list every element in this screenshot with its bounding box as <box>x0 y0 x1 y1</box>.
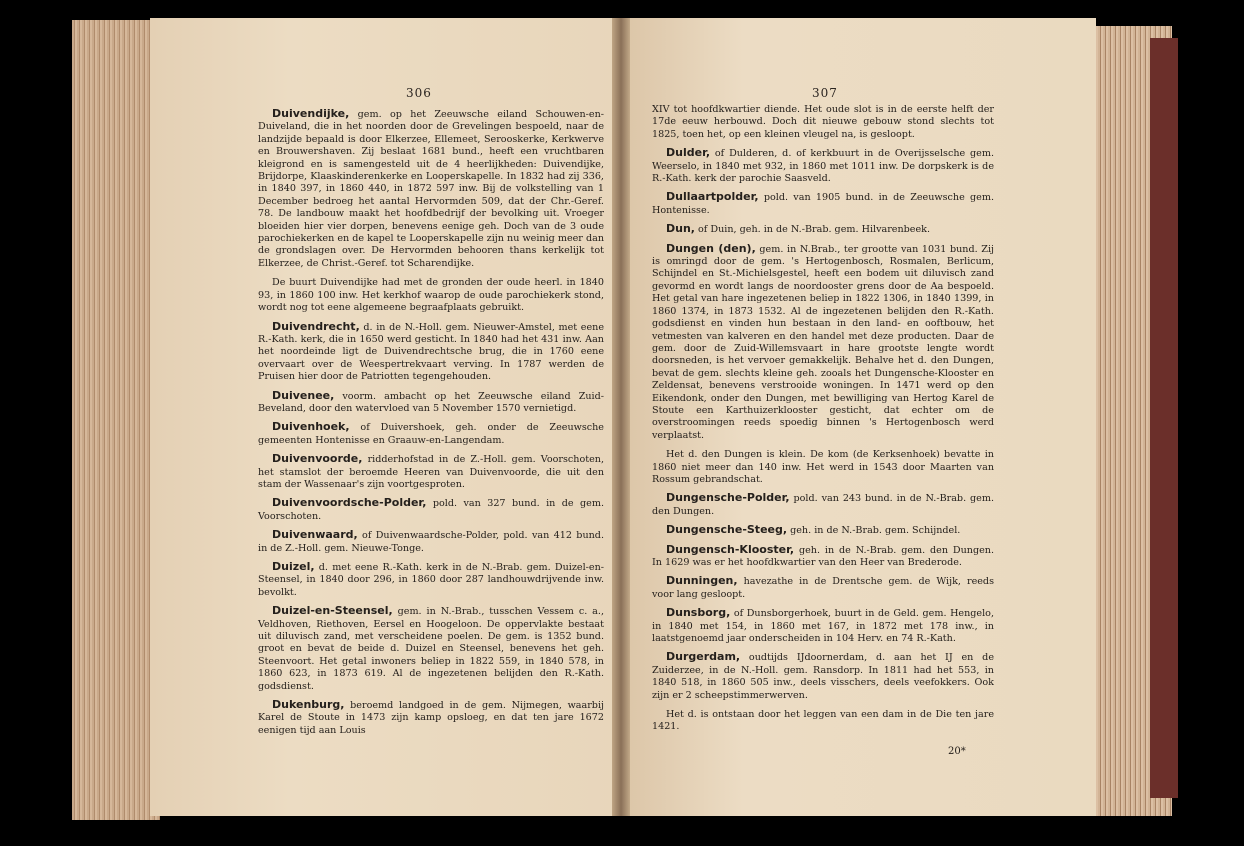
entry-head: Dukenburg, <box>272 698 345 712</box>
entry <box>652 492 994 518</box>
entry-text: gem. in N.-Brab., tusschen Vessem c. a., Veldhoven, Riethoven, Eersel en Hoogeloon. De oppervlakte bestaat uit diluvisch zand, met verscheidene poelen. De gem. is 1352 bund. groot en bevat de beide d. Duizel en Steensel, benevens het geh. Steenvoort. Het getal inwoners beliep in 1822 559, in 1840 578, in 1860 623, in 1873 619. Al de ingezetenen belijden den R.-Kath. godsdienst. <box>258 606 604 692</box>
entry <box>652 607 994 645</box>
entry-text: gem. op het Zeeuwsche eiland Schouwen-en-Duiveland, die in het noorden door de Grevelingen bespoeld, naar de landzijde bepaald is door Elkerzee, Ellemeet, Serooskerke, Kerkwerve en Brouwershaven. Zij beslaat 1681 bund., heeft een vruchtbaren kleigrond en is samengesteld uit de 4 heerlijkheden: Duivendijke, Brijdorpe, Klaaskinderenkerke en Looperskapelle. In 1832 had zij 336, in 1840 397, in 1860 440, in 1872 597 inw. Bij de volkstelling van 1 December bedroeg het aantal Hervormden 509, dat der Chr.-Geref. 78. De landbouw maakt het hoofdbedrijf der bevolking uit. Vroeger bloeiden hier vier dorpen, benevens eenige geh. Doch van de 3 oude parochiekerken en de kapel te Looperskapelle zijn nu weinig meer dan de grondslagen over. De Hervormden behooren thans kerkelijk tot Elkerzee, de Christ.-Geref. tot Scharendijke. <box>258 109 604 269</box>
entry <box>258 421 604 447</box>
entry-text: havezathe in de Drentsche gem. de Wijk, reeds voor lang gesloopt. <box>652 576 994 600</box>
entry <box>652 243 994 443</box>
entry <box>652 524 994 537</box>
entry <box>258 529 604 555</box>
entry-head: Duivendrecht, <box>272 319 360 333</box>
signature-mark: 20* <box>948 746 966 757</box>
entry-head: Duivenvoorde, <box>272 452 363 466</box>
entry-head: Dungensche-Steeg, <box>666 523 788 537</box>
entry-text: of Duivenwaardsche-Polder, pold. van 412 bund. in de Z.-Holl. gem. Nieuwe-Tonge. <box>258 530 604 554</box>
entry <box>652 544 994 570</box>
entry-text: geh. in de N.-Brab. gem. Schijndel. <box>787 525 961 537</box>
entry-text: beroemd landgoed in de gem. Nijmegen, waarbij Karel de Stoute in 1473 zijn kamp opsloeg, en dat ten jare 1672 eenigen tijd aan Louis <box>258 700 604 736</box>
entry <box>258 276 604 314</box>
entry <box>652 708 994 734</box>
entry-text: of Dulderen, d. of kerkbuurt in de Overijsselsche gem. Weerselo, in 1840 met 932, in 1860 met 1011 inw. De dorpskerk is de R.-Kath. kerk der parochie Saasveld. <box>652 148 994 185</box>
right-page-number: 307 <box>812 86 838 100</box>
entry-head: Duivendijke, <box>272 107 350 120</box>
entry-text: of Dunsborgerhoek, buurt in de Geld. gem. Hengelo, in 1840 met 154, in 1860 met 167, in 1872 met 178 inw., in laatstgenoemd jaar onderscheiden in 104 Herv. en 74 R.-Kath. <box>652 608 994 645</box>
entry-text: ridderhofstad in de Z.-Holl. gem. Voorschoten, het stamslot der beroemde Heeren van Duivenvoorde, die uit den stam der Wassenaar's zijn voortgesproten. <box>258 454 604 490</box>
book-gutter <box>612 18 630 816</box>
entry-head: Durgerdam, <box>666 650 741 664</box>
entry-text: oudtijds IJdoornerdam, d. aan het IJ en de Zuiderzee, in de N.-Holl. gem. Ransdorp. In 1811 had het 553, in 1840 518, in 1860 505 inw., deels visschers, deels veefokkers. Ook zijn er 2 scheepstimmerwerven. <box>652 652 994 701</box>
entry-text: of Duin, geh. in de N.-Brab. gem. Hilvarenbeek. <box>694 224 931 236</box>
entry-head: Duivenhoek, <box>272 420 350 434</box>
entry-head: Dunsborg, <box>666 606 731 620</box>
entry-head: Dun, <box>666 222 695 236</box>
entry <box>258 497 604 523</box>
entry-text: Het d. den Dungen is klein. De kom (de Kerksenhoek) bevatte in 1860 niet meer dan 140 inw. Het werd in 1543 door Maarten van Rossum gebrandschat. <box>652 449 994 485</box>
entry-head: Duizel-en-Steensel, <box>272 604 393 618</box>
entry-text: pold. van 327 bund. in de gem. Voorschoten. <box>258 498 604 522</box>
entry-head: Duizel, <box>272 560 315 573</box>
left-column <box>258 108 604 743</box>
entry-text: Het d. is ontstaan door het leggen van een dam in de Die ten jare 1421. <box>652 709 994 733</box>
entry-head: Duivenee, <box>272 388 335 402</box>
entry-head: Duivenvoordsche-Polder, <box>272 496 427 510</box>
entry <box>652 575 994 601</box>
entry <box>652 223 994 236</box>
entry-head: Dullaartpolder, <box>666 190 759 204</box>
entry <box>258 699 604 737</box>
entry-head: Dungensch-Klooster, <box>666 542 795 556</box>
entry-head: Dunningen, <box>666 574 738 588</box>
entry <box>258 321 604 384</box>
entry-head: Duivenwaard, <box>272 528 358 542</box>
entry <box>258 453 604 491</box>
right-column <box>652 104 994 740</box>
entry-text: d. in de N.-Holl. gem. Nieuwer-Amstel, met eene R.-Kath. kerk, die in 1650 werd gesticht. In 1840 had het 431 inw. Aan het noordeinde ligt de Duivendrechtsche brug, die in 1760 eene overvaart over de Weespertrekvaart verving. In 1787 werden de Pruisen hier door de Patriotten tegengehouden. <box>258 321 604 383</box>
entry <box>258 561 604 599</box>
entry <box>652 191 994 217</box>
left-page-number: 306 <box>406 86 432 100</box>
entry-text: pold. van 243 bund. in de N.-Brab. gem. den Dungen. <box>652 493 994 517</box>
book-cover-right <box>1150 38 1178 798</box>
entry-continuation: XIV tot hoofdkwartier diende. Het oude slot is in de eerste helft der 17de eeuw herbouwd. Doch dit nieuwe gebouw stond slechts tot 1825, toen het, op een kleinen vleugel na, is gesloopt. <box>652 104 994 140</box>
entry-text: d. met eene R.-Kath. kerk in de N.-Brab. gem. Duizel-en-Steensel, in 1840 door 296, in 1860 door 287 landhouwdrijvende inw. bevolkt. <box>258 562 604 598</box>
entry <box>258 108 604 270</box>
page-edges-left <box>72 20 160 820</box>
entry-head: Dulder, <box>666 146 711 160</box>
entry <box>652 448 994 486</box>
entry-head: Dungensche-Polder, <box>666 491 790 505</box>
entry <box>258 390 604 416</box>
entry <box>652 651 994 702</box>
entry-text: of Duivershoek, geh. onder de Zeeuwsche gemeenten Hontenisse en Graauw-en-Langendam. <box>258 422 604 446</box>
entry-head: Dungen (den), <box>666 241 756 255</box>
entry-text: geh. in de N.-Brab. gem. den Dungen. In 1629 was er het hoofdkwartier van den Heer van Brederode. <box>652 544 994 568</box>
entry-text: voorm. ambacht op het Zeeuwsche eiland Zuid-Beveland, door den watervloed van 5 November 1570 vernietigd. <box>258 390 604 414</box>
entry <box>652 147 994 185</box>
entry-text: pold. van 1905 bund. in de Zeeuwsche gem. Hontenisse. <box>652 192 994 216</box>
entry-text: De buurt Duivendijke had met de gronden der oude heerl. in 1840 93, in 1860 100 inw. Het kerkhof waarop de oude parochiekerk stond, wordt nog tot eene algemeene begraafplaats gebruikt. <box>258 277 604 314</box>
entry <box>258 605 604 693</box>
entry-text: gem. in N.Brab., ter grootte van 1031 bund. Zij is omringd door de gem. 's Hertogenbosch, Rosmalen, Berlicum, Schijndel en St.-Michielsgestel, heeft een bodem uit diluvisch zand gevormd en wordt langs de noordooster grens door de Aa bespoeld. Het getal van hare ingezetenen beliep in 1822 1306, in 1840 1399, in 1860 1374, in 1873 1532. Al de ingezetenen belijden den R.-Kath. godsdienst en vinden hun bestaan in den land- en ooftbouw, het vetmesten van kalveren en den handel met deze producten. Daar de gem. door de Zuid-Willemsvaart in hare grootste lengte wordt doorsneden, is het vervoer gemakkelijk. Behalve het d. den Dungen, bevat de gem. slechts kleine geh. zooals het Dungensche-Klooster en Zeldensat, benevens verstrooide woningen. In 1471 werd op den Eikendonk, onder den Dungen, met bewilliging van Hertog Karel de Stoute een Karthuizerklooster gesticht, dat echter om de overstroomingen reeds spoedig binnen 's Hertogenbosch werd verplaatst. <box>652 243 995 441</box>
